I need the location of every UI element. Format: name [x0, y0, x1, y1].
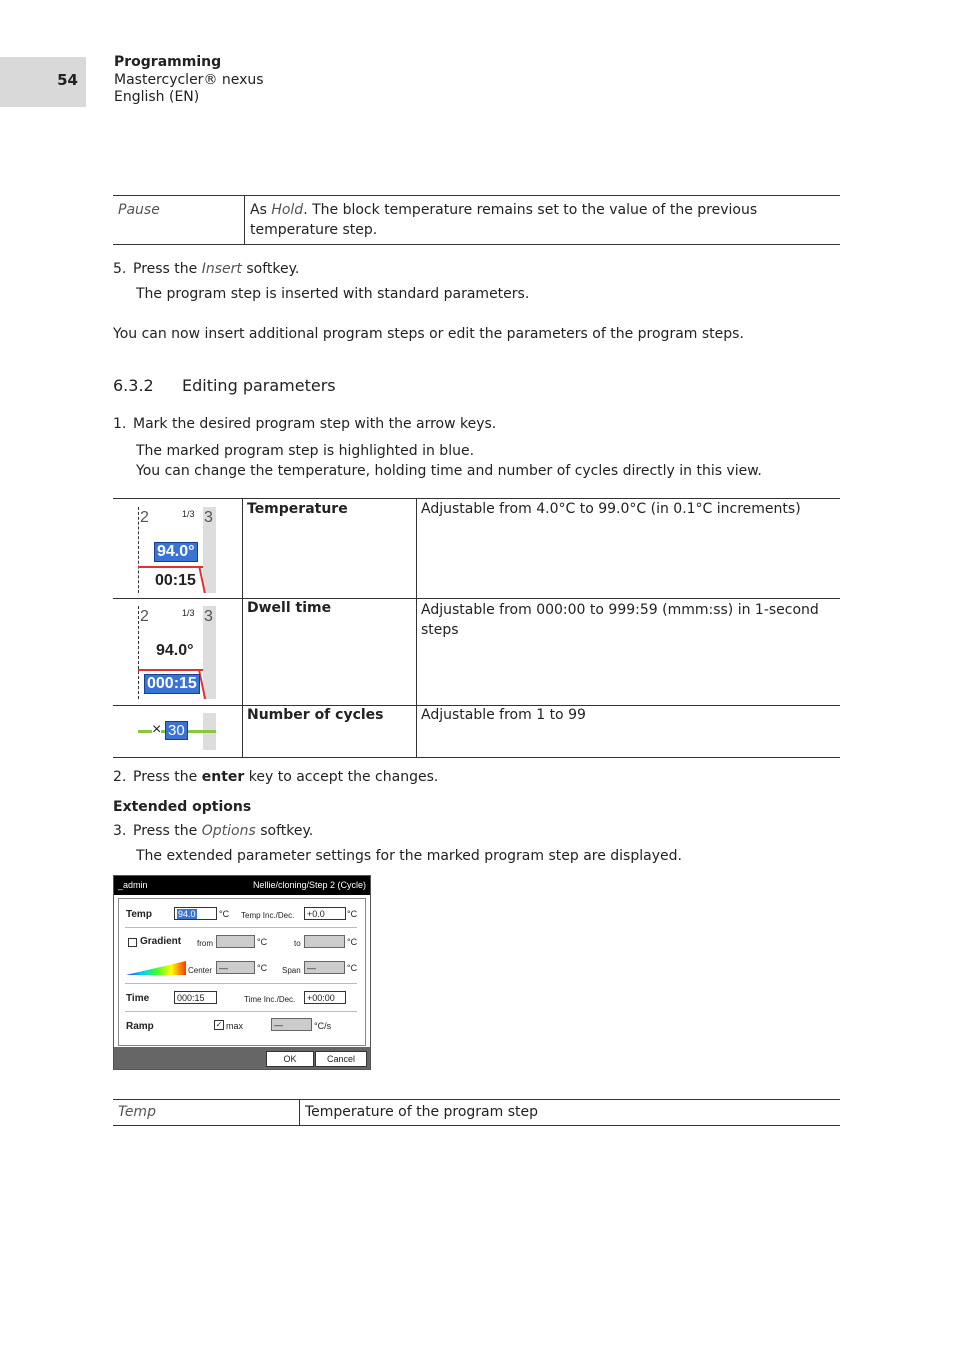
dialog-title-bar	[114, 876, 370, 895]
step-3: 3. Press the Options softkey.	[113, 823, 314, 839]
cancel-button[interactable]: Cancel	[315, 1051, 367, 1067]
pause-description: As Hold. The block temperature remains set to the value of the previous temperature step.	[245, 196, 841, 245]
gradient-checkbox[interactable]	[128, 938, 137, 947]
step-3-result: The extended parameter settings for the marked program step are displayed.	[136, 848, 682, 864]
gradient-to-input[interactable]	[304, 935, 345, 948]
param-cycles-desc: Adjustable from 1 to 99	[421, 707, 586, 723]
time-inc-input[interactable]: +00:00	[304, 991, 346, 1004]
pause-term: Pause	[118, 202, 160, 218]
header-product: Mastercycler® nexus	[114, 72, 264, 88]
center-input[interactable]: —	[216, 961, 255, 974]
step-5: 5. Press the Insert softkey.	[113, 261, 300, 277]
section-title: Editing parameters	[182, 376, 336, 395]
parameters-table	[113, 498, 840, 758]
temp-input[interactable]: 94.0	[174, 907, 217, 920]
param-temperature-name: Temperature	[247, 501, 348, 517]
time-label: Time	[126, 993, 150, 1004]
dwell-time-field: 000:15	[144, 674, 200, 694]
gradient-from-input[interactable]	[216, 935, 255, 948]
section-heading	[113, 376, 336, 395]
section-number: 6.3.2	[113, 376, 154, 395]
temp-term: Temp	[118, 1104, 156, 1120]
step-1-result: The marked program step is highlighted in blue. You can change the temperature, holding time and number of cycles directly in this view.	[136, 443, 762, 479]
step-5-result: The program step is inserted with standard parameters.	[136, 286, 530, 302]
temp-inc-input[interactable]: +0.0	[304, 907, 346, 920]
extended-options-heading: Extended options	[113, 799, 252, 815]
header-meta	[114, 72, 264, 106]
temperature-step-thumbnail: 2 1/3 3 94.0° 00:15	[138, 507, 216, 593]
dwell-step-thumbnail: 2 1/3 3 94.0° 000:15	[138, 606, 216, 699]
dialog-user: _admin	[118, 880, 148, 890]
gradient-icon	[126, 961, 186, 975]
temp-label: Temp	[126, 909, 152, 920]
page-number: 54	[57, 71, 78, 89]
span-input[interactable]: —	[304, 961, 345, 974]
step-2: 2. Press the enter key to accept the changes.	[113, 769, 439, 785]
temperature-field: 94.0°	[154, 542, 198, 562]
temp-inc-label: Temp Inc./Dec.	[241, 911, 295, 920]
cycles-thumbnail: × 30	[138, 713, 216, 750]
temp-description: Temperature of the program step	[300, 1100, 841, 1126]
step-1: 1. Mark the desired program step with the arrow keys.	[113, 416, 497, 432]
param-dwell-name: Dwell time	[247, 600, 332, 616]
dialog-panel: Temp 94.0 °C Temp Inc./Dec. +0.0 °C Gradient from °C to °C Center — °C Span — °C Time 000:15 Time Inc./Dec. +00:00 Ramp ✓ max — °C/s	[118, 898, 366, 1046]
ok-button[interactable]: OK	[266, 1051, 314, 1067]
max-label: max	[226, 1021, 244, 1031]
header-language: English (EN)	[114, 89, 200, 105]
gradient-label: Gradient	[140, 936, 182, 947]
cycles-field: 30	[165, 721, 188, 740]
dialog-path: Nellie/cloning/Step 2 (Cycle)	[252, 880, 366, 890]
paragraph-insert: You can now insert additional program steps or edit the parameters of the program steps.	[113, 326, 744, 342]
dialog-footer	[114, 1047, 370, 1069]
param-cycles-name: Number of cycles	[247, 707, 384, 723]
time-inc-label: Time Inc./Dec.	[244, 995, 296, 1004]
ramp-input[interactable]: —	[271, 1018, 312, 1031]
max-checkbox[interactable]: ✓	[215, 1020, 223, 1029]
time-input[interactable]: 000:15	[174, 991, 217, 1004]
param-temperature-desc: Adjustable from 4.0°C to 99.0°C (in 0.1°C increments)	[421, 501, 801, 517]
ramp-label: Ramp	[126, 1021, 154, 1032]
temp-table	[113, 1099, 840, 1126]
header-section: Programming	[114, 54, 222, 70]
extended-options-dialog	[113, 875, 371, 1070]
pause-table	[113, 195, 840, 245]
param-dwell-desc: Adjustable from 000:00 to 999:59 (mmm:ss) in 1-second steps	[421, 602, 819, 638]
